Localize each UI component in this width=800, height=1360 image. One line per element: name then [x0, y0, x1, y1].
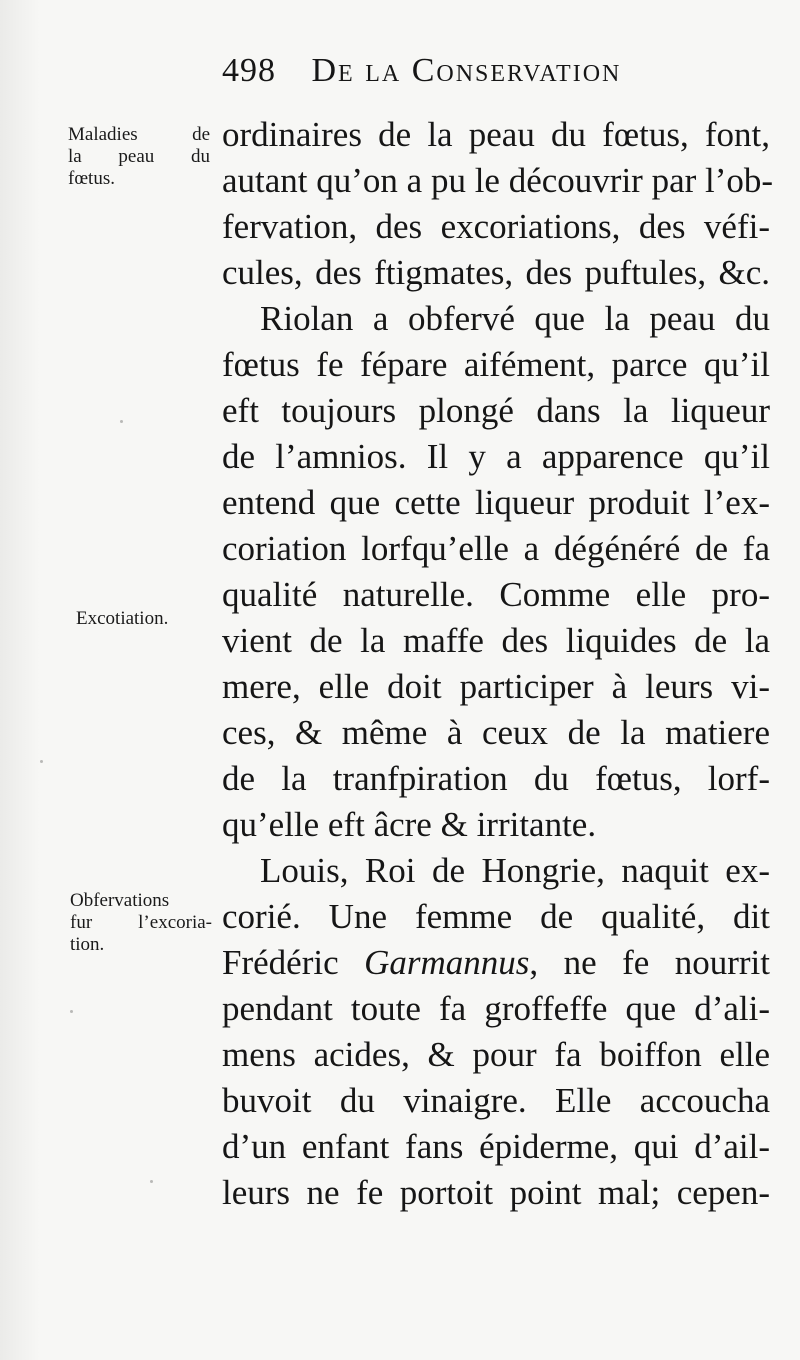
text-line: mens acides, & pour fa boiffon elle: [222, 1035, 770, 1074]
text-line: fervation, des excoriations, des véfi-: [222, 207, 770, 246]
margin-note-line: Maladies de: [68, 124, 210, 145]
running-header: [222, 52, 782, 102]
text-line: autant qu’on a pu le découvrir par l’ob-: [222, 161, 774, 200]
text-line-with-italic: [222, 940, 770, 986]
text-line: mere, elle doit participer à leurs vi-: [222, 667, 770, 706]
margin-note-line: fur l’excoria-: [70, 912, 212, 933]
text-line: corié. Une femme de qualité, dit: [222, 897, 770, 936]
paper-speck: [120, 420, 123, 423]
margin-note-observations: [70, 890, 212, 956]
running-title: De la Conservation: [311, 52, 622, 89]
margin-note-line: Excotiation.: [76, 608, 169, 629]
margin-note-line: la peau du: [68, 146, 210, 167]
text-line: buvoit du vinaigre. Elle accoucha: [222, 1081, 770, 1120]
text-line: coriation lorfqu’elle a dégénéré de fa: [222, 529, 770, 568]
text-line: cules, des ftigmates, des puftules, &c.: [222, 253, 770, 292]
paper-speck: [70, 1010, 73, 1013]
text-line: ordinaires de la peau du fœtus, font,: [222, 115, 770, 154]
margin-note-excoriation: [76, 608, 210, 630]
text-segment: , ne fe nourrit: [529, 943, 771, 982]
text-line: pendant toute fa groffeffe que d’ali-: [222, 989, 770, 1028]
text-line: d’un enfant fans épiderme, qui d’ail-: [222, 1127, 770, 1166]
paper-speck: [40, 760, 43, 763]
text-line: fœtus fe fépare aifément, parce qu’il: [222, 345, 770, 384]
text-segment: Frédéric: [222, 943, 339, 982]
text-line: vient de la maffe des liquides de la: [222, 621, 770, 660]
text-line: qualité naturelle. Comme elle pro-: [222, 575, 770, 614]
italic-name: Garmannus: [364, 943, 530, 982]
margin-note-skin-diseases: [68, 124, 210, 190]
margin-note-line: tion.: [70, 934, 105, 955]
text-line: Riolan a obfervé que la peau du: [260, 299, 770, 338]
page-number: 498: [222, 52, 276, 89]
text-line: qu’elle eft âcre & irritante.: [222, 805, 597, 844]
margin-note-line: Obfervations: [70, 890, 170, 911]
text-line: de la tranfpiration du fœtus, lorf-: [222, 759, 770, 798]
text-line: entend que cette liqueur produit l’ex-: [222, 483, 770, 522]
text-line: eft toujours plongé dans la liqueur: [222, 391, 770, 430]
main-text: [222, 112, 774, 1216]
margin-note-line: fœtus.: [68, 168, 115, 189]
text-line: ces, & même à ceux de la matiere: [222, 713, 770, 752]
paper-speck: [150, 1180, 153, 1183]
text-line: de l’amnios. Il y a apparence qu’il: [222, 437, 770, 476]
text-line: leurs ne fe portoit point mal; cepen-: [222, 1173, 770, 1212]
text-line: Louis, Roi de Hongrie, naquit ex-: [260, 851, 770, 890]
